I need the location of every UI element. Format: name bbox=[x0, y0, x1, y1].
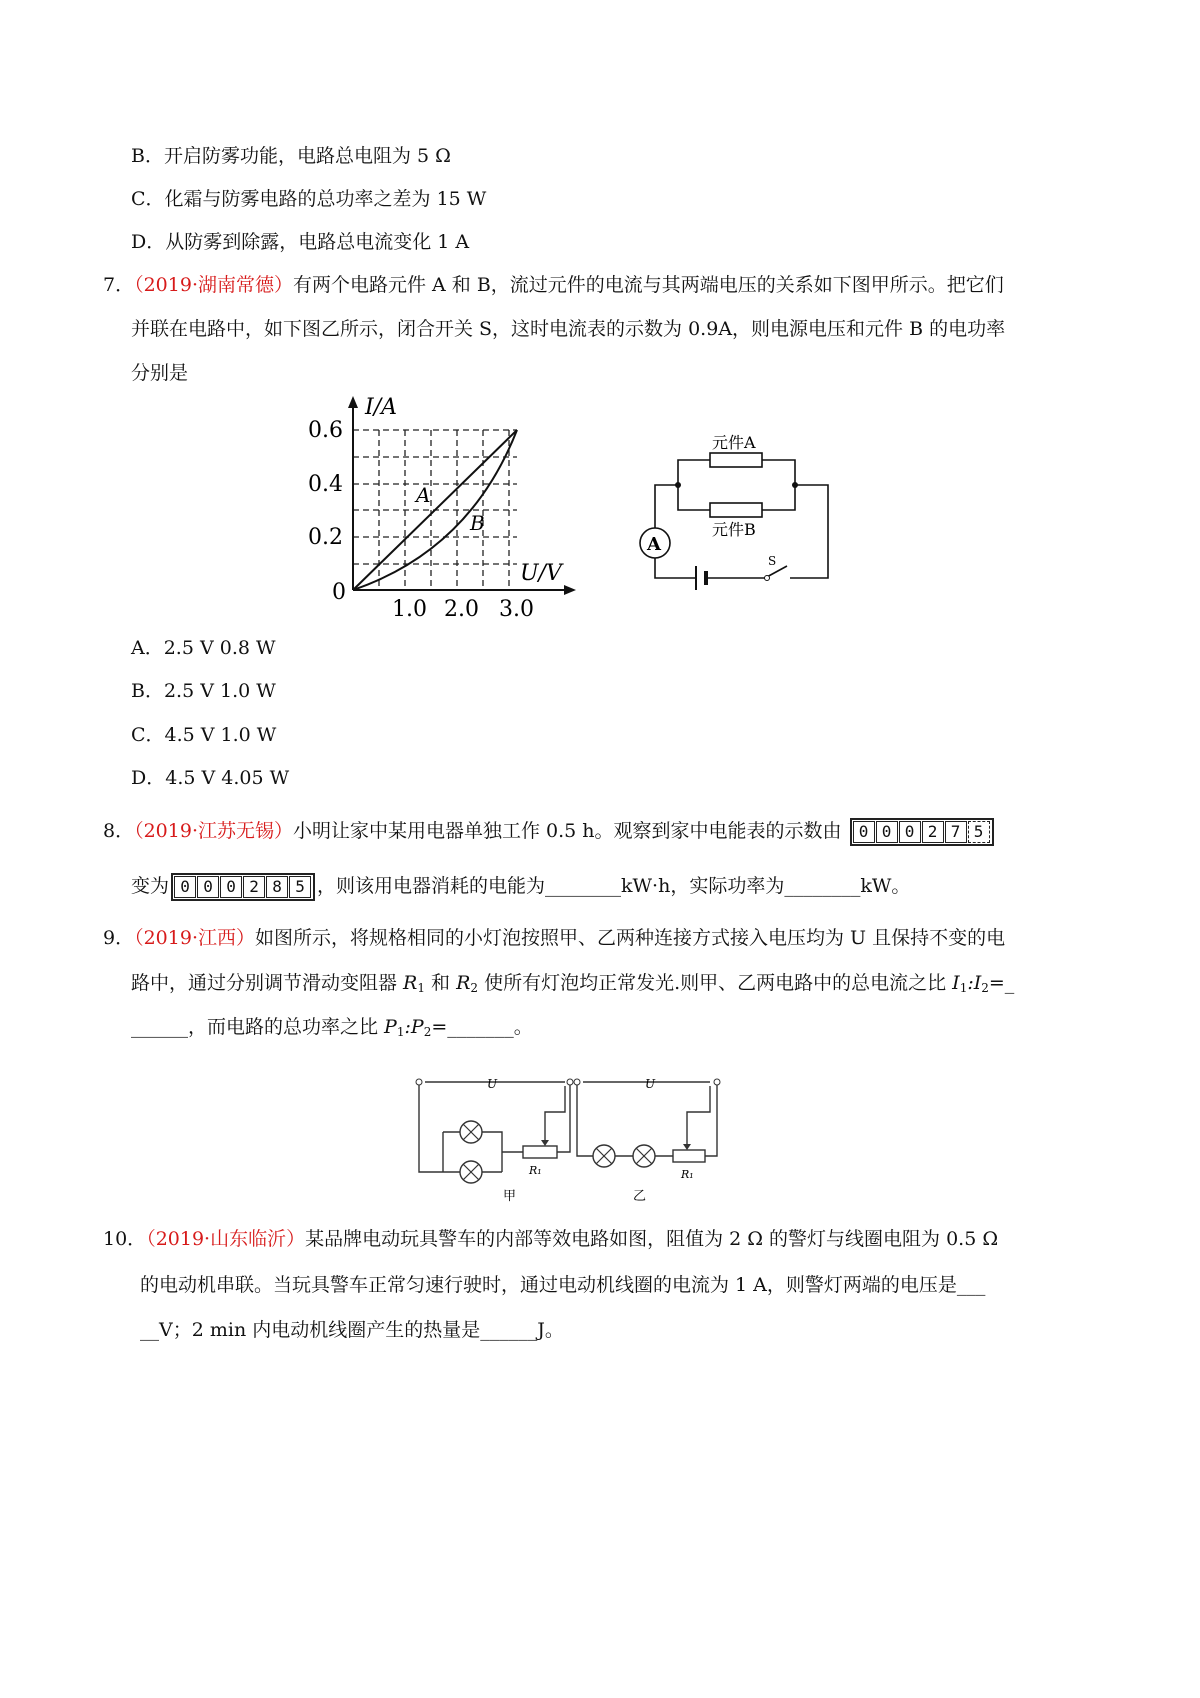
jia-left-wire bbox=[419, 1084, 443, 1172]
q10-number: 10． bbox=[103, 1228, 147, 1250]
meter1-digit-2: 0 bbox=[876, 821, 898, 843]
q6-option-d: D．从防雾到除露，电路总电流变化 1 A bbox=[131, 231, 470, 253]
meter1-digit-6: 5 bbox=[968, 821, 990, 843]
q10-line-1 bbox=[103, 1226, 998, 1252]
junction-right bbox=[792, 482, 798, 488]
element-b-label: 元件B bbox=[712, 520, 756, 539]
q9-i2-sub: 2 bbox=[981, 981, 989, 995]
element-a-resistor bbox=[710, 453, 762, 467]
yi-slider-wire bbox=[687, 1086, 710, 1148]
meter1-digit-5: 7 bbox=[945, 821, 967, 843]
yi-left-wire bbox=[577, 1084, 593, 1156]
energy-meter-before bbox=[850, 818, 994, 846]
q8-text-3: ，则该用电器消耗的电能为________kW·h，实际功率为________kW。 bbox=[317, 875, 911, 897]
y-tick-06: 0.6 bbox=[308, 418, 343, 443]
q9-text-2c: 使所有灯泡均正常发光.则甲、乙两电路中的总电流之比 bbox=[478, 972, 953, 994]
q7-number: 7． bbox=[103, 274, 135, 296]
q8-text-2: 变为 bbox=[131, 875, 170, 897]
x-tick-20: 2.0 bbox=[444, 597, 479, 622]
q9-text-3b: =_______。 bbox=[431, 1016, 533, 1038]
q9-text-2d: =_ bbox=[988, 972, 1015, 994]
parallel-circuit-diagram bbox=[630, 420, 840, 600]
q9-colon-2: : bbox=[404, 1016, 411, 1038]
q9-line-3 bbox=[131, 1014, 533, 1045]
q9-colon-1: : bbox=[967, 972, 974, 994]
q9-source: （2019·江西） bbox=[134, 927, 255, 949]
element-b-resistor bbox=[710, 503, 762, 517]
q9-p2: P bbox=[410, 1016, 424, 1038]
origin-label: 0 bbox=[332, 580, 346, 605]
meter2-digit-4: 2 bbox=[243, 876, 265, 898]
y-axis-arrow bbox=[348, 396, 358, 408]
q7-option-b: B．2.5 V 1.0 W bbox=[131, 680, 276, 702]
meter2-digit-6: 5 bbox=[289, 876, 311, 898]
q9-line-2 bbox=[131, 970, 1014, 1001]
junction-left bbox=[675, 482, 681, 488]
q9-i1-sub: 1 bbox=[959, 981, 968, 995]
jia-caption: 甲 bbox=[503, 1189, 517, 1204]
element-a-label: 元件A bbox=[712, 433, 756, 452]
jia-terminal-right bbox=[567, 1079, 573, 1085]
q7-line-3: 分别是 bbox=[131, 362, 189, 384]
jia-u-label: U bbox=[487, 1077, 498, 1091]
bottom-left-wire bbox=[655, 558, 695, 578]
meter2-digit-3: 0 bbox=[220, 876, 242, 898]
yi-caption: 乙 bbox=[633, 1189, 647, 1204]
q9-r2-sub: 2 bbox=[470, 981, 479, 995]
jia-top-branch-right bbox=[482, 1132, 502, 1172]
q9-i1: I bbox=[952, 972, 960, 994]
energy-meter-after bbox=[171, 873, 315, 901]
q9-line-1 bbox=[103, 925, 1005, 951]
q10-line-3: __V；2 min 内电动机线圈产生的热量是______J。 bbox=[140, 1319, 564, 1341]
jia-slider-wire bbox=[545, 1086, 565, 1144]
q10-line-2: 的电动机串联。当玩具警车正常匀速行驶时，通过电动机线圈的电流为 1 A，则警灯两端的电压是___ bbox=[140, 1274, 986, 1296]
q7-option-d: D．4.5 V 4.05 W bbox=[131, 767, 290, 789]
yi-terminal-right bbox=[714, 1079, 720, 1085]
meter1-digit-4: 2 bbox=[922, 821, 944, 843]
y-axis-label: I/A bbox=[365, 395, 397, 420]
q9-r2: R bbox=[456, 972, 471, 994]
jia-r-label: R₁ bbox=[529, 1164, 542, 1177]
x-tick-10: 1.0 bbox=[392, 597, 427, 622]
meter1-digit-1: 0 bbox=[853, 821, 875, 843]
q9-text-2a: 路中，通过分别调节滑动变阻器 bbox=[131, 972, 404, 994]
q7-option-c: C．4.5 V 1.0 W bbox=[131, 724, 277, 746]
y-tick-04: 0.4 bbox=[308, 472, 343, 497]
iu-graph bbox=[300, 390, 590, 630]
x-axis-arrow bbox=[564, 585, 576, 595]
switch-label: S bbox=[768, 554, 777, 568]
q9-p1: P bbox=[384, 1016, 397, 1038]
meter2-digit-2: 0 bbox=[197, 876, 219, 898]
lamp-circuits-figure bbox=[405, 1072, 725, 1207]
q9-text-2b: 和 bbox=[425, 972, 457, 994]
left-wire bbox=[655, 485, 678, 528]
meter2-digit-5: 8 bbox=[266, 876, 288, 898]
curve-a-label: A bbox=[416, 483, 431, 507]
q7-line-1 bbox=[103, 272, 1004, 298]
q6-option-c: C．化霜与防雾电路的总功率之差为 15 W bbox=[131, 188, 487, 210]
q9-p1-sub: 1 bbox=[396, 1025, 405, 1039]
q9-p2-sub: 2 bbox=[423, 1025, 432, 1039]
jia-slider-arrow bbox=[541, 1140, 549, 1146]
q7-text-1: 有两个电路元件 A 和 B，流过元件的电流与其两端电压的关系如下图甲所示。把它们 bbox=[293, 274, 1004, 296]
yi-right-wire bbox=[705, 1084, 717, 1156]
q6-option-b: B．开启防雾功能，电路总电阻为 5 Ω bbox=[131, 145, 451, 167]
yi-u-label: U bbox=[645, 1077, 656, 1091]
q8-source: （2019·江苏无锡） bbox=[134, 820, 293, 842]
q9-number: 9． bbox=[103, 927, 135, 949]
q9-text-3a: ______，而电路的总功率之比 bbox=[131, 1016, 385, 1038]
jia-terminal-left bbox=[416, 1079, 422, 1085]
q10-source: （2019·山东临沂） bbox=[146, 1228, 306, 1250]
yi-slider-arrow bbox=[683, 1144, 691, 1150]
y-tick-02: 0.2 bbox=[308, 525, 343, 550]
ammeter-label: A bbox=[647, 534, 661, 555]
q9-text-1: 如图所示，将规格相同的小灯泡按照甲、乙两种连接方式接入电压均为 U 且保持不变的电 bbox=[255, 927, 1006, 949]
meter2-digit-1: 0 bbox=[174, 876, 196, 898]
switch-contact bbox=[765, 576, 770, 581]
jia-rheostat bbox=[523, 1146, 557, 1158]
q10-text-1: 某品牌电动玩具警车的内部等效电路如图，阻值为 2 Ω 的警灯与线圈电阻为 0.5 Ω bbox=[305, 1228, 999, 1250]
q9-r1-sub: 1 bbox=[417, 981, 425, 995]
x-tick-30: 3.0 bbox=[499, 597, 534, 622]
jia-right-wire bbox=[557, 1084, 570, 1152]
q9-r1: R bbox=[403, 972, 418, 994]
q9-i2: I bbox=[973, 972, 982, 994]
yi-terminal-left bbox=[574, 1079, 580, 1085]
yi-r-label: R₁ bbox=[681, 1168, 694, 1181]
meter1-digit-3: 0 bbox=[899, 821, 921, 843]
q7-line-2: 并联在电路中，如下图乙所示，闭合开关 S，这时电流表的示数为 0.9A，则电源电压和元件 B 的电功率 bbox=[131, 318, 1006, 340]
curve-b-label: B bbox=[470, 511, 485, 535]
q8-number: 8． bbox=[103, 820, 135, 842]
yi-rheostat bbox=[673, 1150, 705, 1162]
q8-text-1: 小明让家中某用电器单独工作 0.5 h。观察到家中电能表的示数由 bbox=[293, 820, 842, 842]
q7-source: （2019·湖南常德） bbox=[134, 274, 293, 296]
q7-option-a: A．2.5 V 0.8 W bbox=[131, 637, 276, 659]
q8-line-1 bbox=[103, 818, 996, 846]
x-axis-label: U/V bbox=[520, 561, 562, 586]
q8-line-2 bbox=[131, 873, 910, 901]
